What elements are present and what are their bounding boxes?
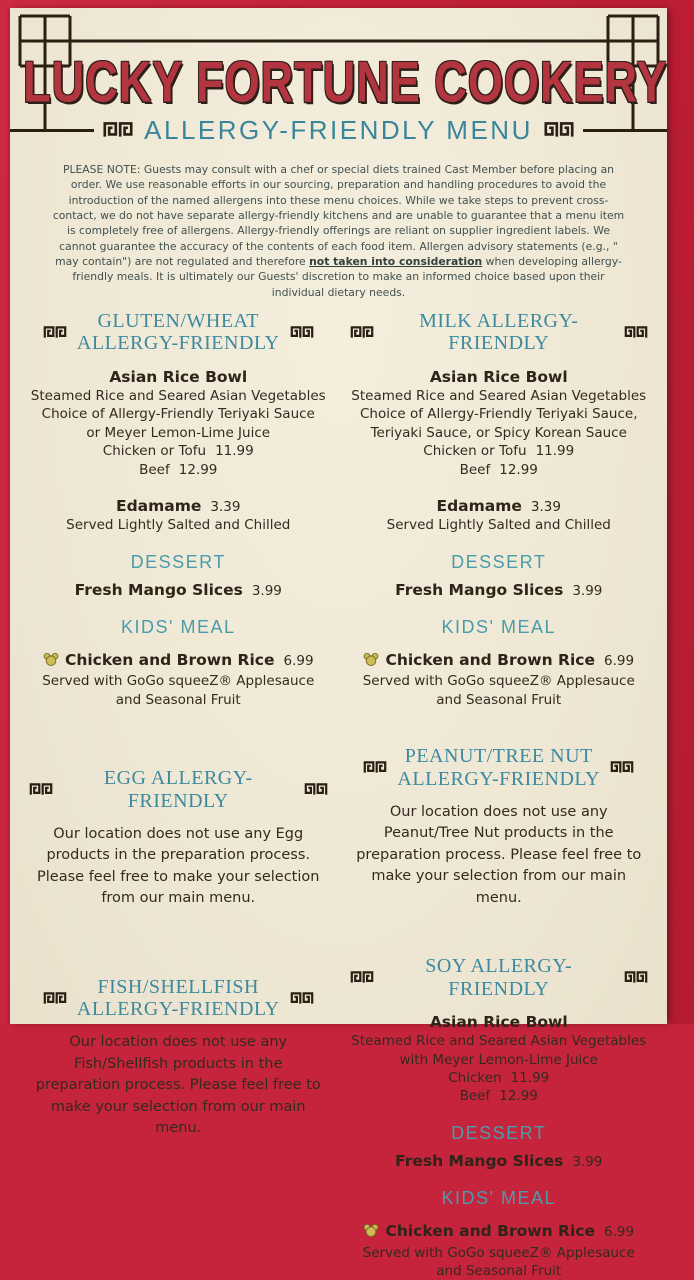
- item-label: Fresh Mango Slices: [395, 1151, 564, 1170]
- menu-item-desc: Served with GoGo squeeZ® Applesauce: [362, 673, 635, 690]
- menu-item-desc: with Meyer Lemon-Lime Juice: [399, 1051, 598, 1068]
- price-value: 11.99: [535, 443, 575, 460]
- section-title-line1: GLUTEN/WHEAT: [97, 309, 260, 332]
- menu-item-desc: Choice of Allergy-Friendly Teriyaki Sauce: [41, 406, 315, 423]
- price-value: 6.99: [283, 653, 314, 670]
- menu-card: [10, 8, 668, 1279]
- section-paragraph: Our location does not use any Egg products in the preparation process. Please feel free to make your selection from our main menu.: [37, 825, 320, 907]
- greek-key-icon: [623, 969, 649, 986]
- menu-item-price-line: [349, 1069, 650, 1087]
- menu-item-desc: Served with GoGo squeeZ® Applesauce: [42, 673, 315, 690]
- item-label: Fresh Mango Slices: [395, 580, 564, 599]
- section-gluten-wheat: [28, 310, 329, 709]
- section-title-line2: ALLERGY-FRIENDLY: [76, 332, 280, 355]
- menu-item-desc: Choice of Allergy-Friendly Teriyaki Sauce,: [359, 406, 638, 423]
- menu-item-name: [349, 581, 650, 600]
- greek-key-icon: [101, 119, 135, 141]
- greek-key-icon: [303, 781, 329, 798]
- price-label: Beef: [459, 461, 491, 478]
- section-title: MILK ALLERGY-FRIENDLY: [419, 309, 579, 355]
- menu-header: [10, 8, 667, 158]
- divider-line: [10, 129, 94, 132]
- menu-item-desc: and Seasonal Fruit: [436, 1262, 562, 1279]
- price-value: 3.39: [530, 498, 561, 515]
- section-heading-fish: [28, 976, 329, 1021]
- price-label: Chicken or Tofu: [102, 443, 207, 460]
- subsection-kids-meal: KIDS' MEAL: [441, 1188, 556, 1209]
- menu-item-desc: and Seasonal Fruit: [436, 691, 562, 708]
- menu-item-desc: Steamed Rice and Seared Asian Vegetables: [351, 388, 647, 405]
- menu-item-desc: Teriyaki Sauce, or Spicy Korean Sauce: [370, 424, 627, 441]
- section-paragraph: Our location does not use any Peanut/Tree Nut products in the preparation process. Please feel free to make your selection from our main menu.: [356, 803, 642, 906]
- subsection-dessert: DESSERT: [130, 551, 226, 572]
- section-fish-shellfish: [28, 976, 329, 1140]
- section-title: [77, 310, 280, 355]
- menu-item-name: Asian Rice Bowl: [109, 367, 248, 386]
- menu-item-price-line: [349, 1087, 650, 1105]
- greek-key-icon: [289, 990, 315, 1007]
- subsection-dessert: DESSERT: [451, 1122, 547, 1143]
- item-label: Chicken and Brown Rice: [385, 651, 595, 670]
- subsection-kids-meal: KIDS' MEAL: [441, 617, 556, 638]
- section-title: [77, 976, 280, 1021]
- menu-item-name: Asian Rice Bowl: [429, 367, 568, 386]
- menu-item-name: [349, 651, 650, 672]
- menu-item-name: [28, 581, 329, 600]
- section-egg: [28, 767, 329, 910]
- section-soy: [349, 955, 650, 1280]
- right-column: [339, 310, 650, 1280]
- menu-item-desc: Steamed Rice and Seared Asian Vegetables: [30, 388, 326, 405]
- section-heading-egg: [28, 767, 329, 812]
- menu-item-desc: and Seasonal Fruit: [115, 691, 241, 708]
- disclaimer-text: PLEASE NOTE: Guests may consult with a chef or special diets trained Cast Member before placing an order. We use reasonable efforts in our sourcing, preparation and handling procedures to avoid the introduction of the named allergens into these menu choices. While we take steps to prevent cross-contact, we do not have separate allergy-friendly kitchens and are unable to guarantee that a menu item is completely free of allergens. Allergy-friendly offerings are reliant on supplier ingredient labels. We cannot guarantee the accuracy of the contents of each food item. Allergen advisory statements (e.g., " may contain") are not regulated and therefore: [52, 163, 625, 268]
- section-title: SOY ALLERGY-FRIENDLY: [425, 955, 573, 1000]
- section-title-line1: FISH/SHELLFISH: [97, 975, 259, 998]
- menu-item-price-line: [28, 442, 329, 460]
- menu-item-price-line: [349, 442, 650, 460]
- menu-subtitle: ALLERGY-FRIENDLY MENU: [144, 114, 533, 145]
- section-peanut-tree-nut: [349, 745, 650, 909]
- section-heading-milk: [349, 310, 650, 355]
- menu-item-desc: Served Lightly Salted and Chilled: [386, 517, 611, 534]
- greek-key-icon: [28, 781, 54, 798]
- mickey-check-icon: [43, 652, 59, 672]
- mickey-check-icon: [363, 652, 379, 672]
- menu-item-name: [28, 497, 329, 516]
- menu-item-desc: Served with GoGo squeeZ® Applesauce: [362, 1244, 635, 1261]
- greek-key-icon: [623, 324, 649, 341]
- price-label: Beef: [139, 461, 170, 478]
- item-label: Edamame: [436, 496, 522, 515]
- section-paragraph: Our location does not use any Fish/Shellfish products in the preparation process. Please feel free to make your selection from our main menu.: [35, 1034, 321, 1137]
- menu-item-name: [28, 651, 329, 672]
- menu-item-name: Asian Rice Bowl: [429, 1012, 568, 1031]
- menu-item-desc: Steamed Rice and Seared Asian Vegetables: [351, 1033, 647, 1050]
- item-label: Edamame: [116, 496, 202, 515]
- menu-item-desc: or Meyer Lemon-Lime Juice: [86, 424, 271, 441]
- disclaimer-emphasis: not taken into consideration: [309, 254, 483, 268]
- menu-item-name: [349, 1152, 650, 1171]
- price-value: 12.99: [178, 461, 218, 478]
- item-label: Chicken and Brown Rice: [64, 651, 275, 670]
- section-heading-peanut: [349, 745, 650, 790]
- section-title-line2: ALLERGY-FRIENDLY: [397, 767, 601, 790]
- price-label: Chicken or Tofu: [423, 443, 527, 460]
- greek-key-icon: [349, 324, 375, 341]
- section-title-line2: ALLERGY-FRIENDLY: [76, 998, 280, 1021]
- price-value: 3.99: [572, 1153, 603, 1170]
- greek-key-icon: [349, 969, 375, 986]
- price-value: 12.99: [499, 461, 538, 478]
- section-heading-soy: [349, 955, 650, 1000]
- price-label: Beef: [459, 1088, 491, 1105]
- price-value: 3.99: [251, 582, 282, 599]
- section-milk: [349, 310, 650, 709]
- section-heading-gluten: [28, 310, 329, 355]
- menu-item-price-line: [28, 461, 329, 479]
- section-title: [397, 745, 600, 790]
- disclaimer-text-tail: when developing allergy-friendly meals. It is ultimately our Guests' discretion to make an informed choice based upon their individual dietary needs.: [72, 254, 622, 299]
- greek-key-icon: [42, 990, 68, 1007]
- price-value: 6.99: [603, 1224, 635, 1241]
- menu-columns: [10, 310, 667, 1280]
- divider-line: [583, 129, 667, 132]
- price-value: 6.99: [603, 653, 635, 670]
- section-title-line1: PEANUT/TREE NUT: [404, 745, 593, 768]
- menu-item-name: [349, 1222, 650, 1243]
- allergy-disclaimer: [49, 162, 627, 300]
- menu-subtitle-row: [10, 112, 667, 148]
- greek-key-icon: [42, 324, 68, 341]
- price-value: 11.99: [215, 443, 254, 460]
- price-label: Chicken: [448, 1070, 502, 1087]
- section-title: EGG ALLERGY-FRIENDLY: [103, 767, 253, 812]
- price-value: 12.99: [499, 1088, 538, 1105]
- menu-item-desc: Served Lightly Salted and Chilled: [66, 517, 291, 534]
- price-value: 3.99: [572, 582, 603, 599]
- menu-item-name: [349, 497, 650, 516]
- greek-key-icon: [362, 759, 388, 776]
- restaurant-title: LUCKY FORTUNE COOKERY: [23, 49, 668, 114]
- greek-key-icon: [542, 119, 576, 141]
- left-column: [28, 310, 339, 1280]
- greek-key-icon: [609, 759, 635, 776]
- greek-key-icon: [289, 324, 315, 341]
- subsection-dessert: DESSERT: [451, 551, 547, 572]
- item-label: Fresh Mango Slices: [74, 580, 243, 599]
- subsection-kids-meal: KIDS' MEAL: [121, 617, 236, 638]
- menu-item-price-line: [349, 461, 650, 479]
- item-label: Chicken and Brown Rice: [385, 1222, 595, 1241]
- mickey-check-icon: [363, 1223, 379, 1243]
- price-value: 3.39: [210, 498, 241, 515]
- price-value: 11.99: [510, 1070, 550, 1087]
